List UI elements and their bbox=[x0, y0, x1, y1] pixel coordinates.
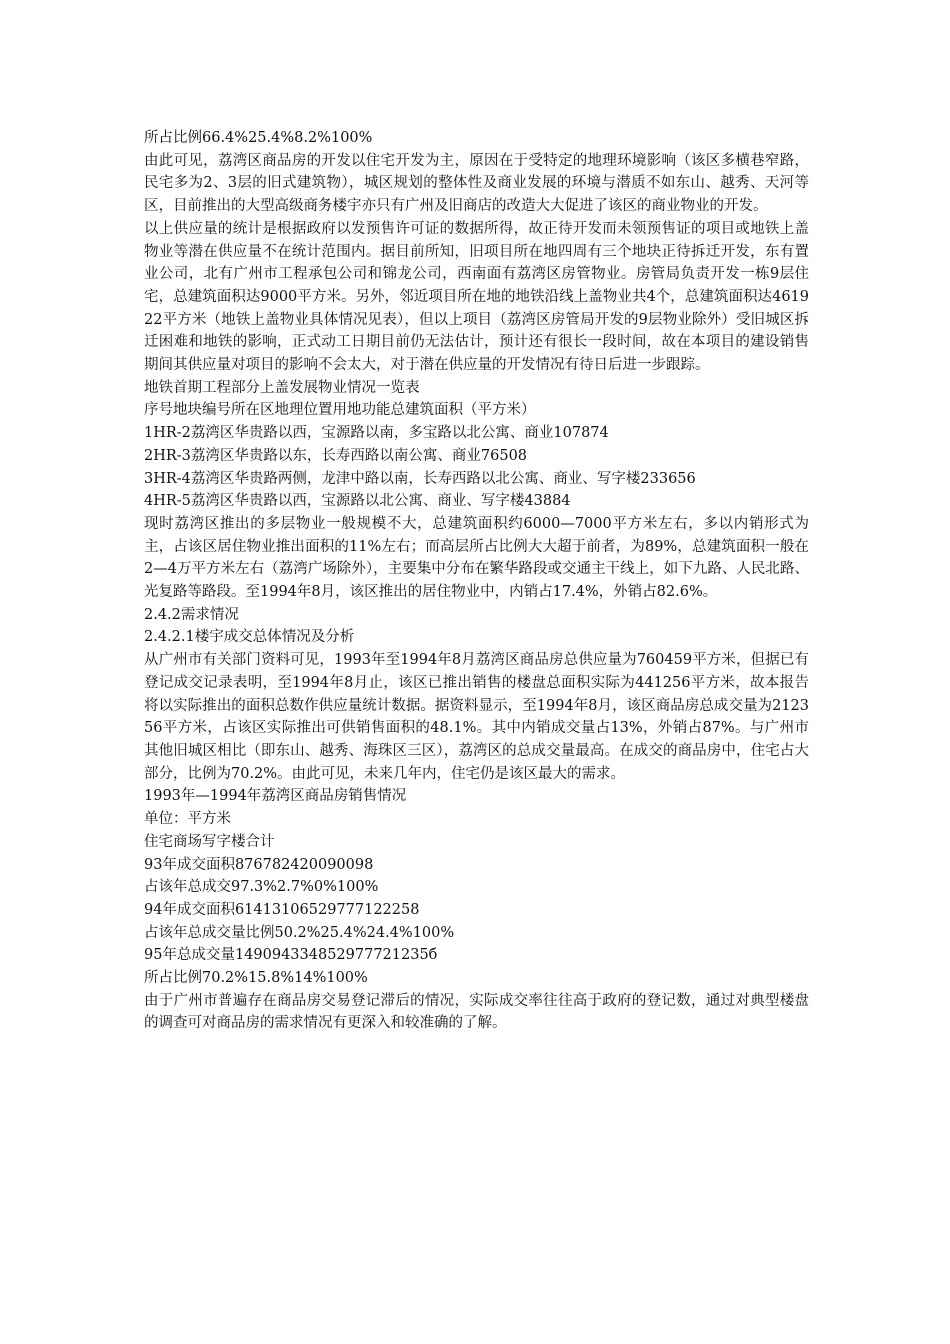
subsection-heading: 2.4.2.1楼宇成交总体情况及分析 bbox=[144, 629, 355, 646]
table-title: 地铁首期工程部分上盖发展物业情况一览表 bbox=[144, 379, 420, 396]
sales-table-unit: 单位：平方米 bbox=[144, 811, 231, 828]
sales-table-row: 占该年总成交量比例50.2%25.4%24.4%100% bbox=[144, 924, 455, 941]
table-row: 2HR-3荔湾区华贵路以东，长寿西路以南公寓、商业76508 bbox=[144, 447, 528, 464]
table-row: 4HR-5荔湾区华贵路以西，宝源路以北公寓、商业、写字楼43884 bbox=[144, 493, 571, 510]
sales-table-row: 占该年总成交97.3%2.7%0%100% bbox=[144, 879, 379, 896]
paragraph-3: 以上供应量的统计是根据政府以发预售许可证的数据所得，故正待开发而未领预售证的项目或地铁上盖物业等潜在供应量不在统计范围内。据目前所知，旧项目所在地四周有三个地块正待拆迁开发，东有置业公司，北有广州市工程承包公司和锦龙公司，西南面有荔湾区房管物业。房管局负责开发一栋9层住宅，总建筑面积达9000平方米。另外，邻近项目所在地的地铁沿线上盖物业共4个，总建筑面积达461922平方米（地铁上盖物业具体情况见表），但以上项目（荔湾区房管局开发的9层物业除外）受旧城区拆迁困难和地铁的影响，正式动工日期目前仍无法估计，预计还有很长一段时间，故在本项目的建设销售期间其供应量对项目的影响不会太大，对于潜在供应量的开发情况有待日后进一步跟踪。 bbox=[144, 220, 809, 374]
paragraph-2: 由此可见，荔湾区商品房的开发以住宅开发为主，原因在于受特定的地理环境影响（该区多横巷窄路，民宅多为2、3层的旧式建筑物），城区规划的整体性及商业发展的环境与潜质不如东山、越秀、天河等区，目前推出的大型高级商务楼宇亦只有广州及旧商店的改造大大促进了该区的商业物业的开发。 bbox=[144, 152, 809, 215]
table-header: 序号地块编号所在区地理位置用地功能总建筑面积（平方米） bbox=[144, 402, 536, 419]
paragraph-6: 由于广州市普遍存在商品房交易登记滞后的情况，实际成交率往往高于政府的登记数，通过对典型楼盘的调查可对商品房的需求情况有更深入和较准确的了解。 bbox=[144, 992, 809, 1032]
sales-table-row: 94年成交面积61413106529777122258 bbox=[144, 901, 420, 918]
sales-table-title: 1993年—1994年荔湾区商品房销售情况 bbox=[144, 788, 407, 805]
paragraph-4: 现时荔湾区推出的多层物业一般规模不大，总建筑面积约6000—7000平方米左右，多以内销形式为主，占该区居住物业推出面积的11%左右；而高层所占比例大大超于前者，为89%，总建筑面积一般在2—4万平方米左右（荔湾广场除外），主要集中分布在繁华路段或交通主干线上，如下九路、人民北路、光复路等路段。至1994年8月，该区推出的居住物业中，内销占17.4%，外销占82.6%。 bbox=[144, 515, 809, 601]
sales-table-header: 住宅商场写字楼合计 bbox=[144, 833, 275, 850]
paragraph-1: 所占比例66.4%25.4%8.2%100% bbox=[144, 130, 373, 146]
sales-table-row: 95年总成交量149094334852977721235б bbox=[144, 947, 438, 964]
document-body bbox=[144, 127, 809, 1035]
section-heading: 2.4.2需求情况 bbox=[144, 606, 239, 623]
paragraph-5: 从广州市有关部门资料可见，1993年至1994年8月荔湾区商品房总供应量为760459平方米，但据已有登记成交记录表明，至1994年8月止，该区已推出销售的楼盘总面积实际为441256平方米，故本报告将以实际推出的面积总数作供应量统计数据。据资料显示，至1994年8月，该区商品房总成交量为212356平方米，占该区实际推出可供销售面积的48.1%。其中内销成交量占13%，外销占87%。与广州市其他旧城区相比（即东山、越秀、海珠区三区），荔湾区的总成交量最高。在成交的商品房中，住宅占大部分，比例为70.2%。由此可见，未来几年内，住宅仍是该区最大的需求。 bbox=[144, 652, 809, 782]
sales-table-row: 93年成交面积876782420090098 bbox=[144, 856, 374, 873]
table-row: 3HR-4荔湾区华贵路两侧，龙津中路以南，长寿西路以北公寓、商业、写字楼233656 bbox=[144, 470, 696, 487]
sales-table-row: 所占比例70.2%15.8%14%100% bbox=[144, 970, 368, 987]
table-row: 1HR-2荔湾区华贵路以西，宝源路以南，多宝路以北公寓、商业107874 bbox=[144, 425, 609, 442]
